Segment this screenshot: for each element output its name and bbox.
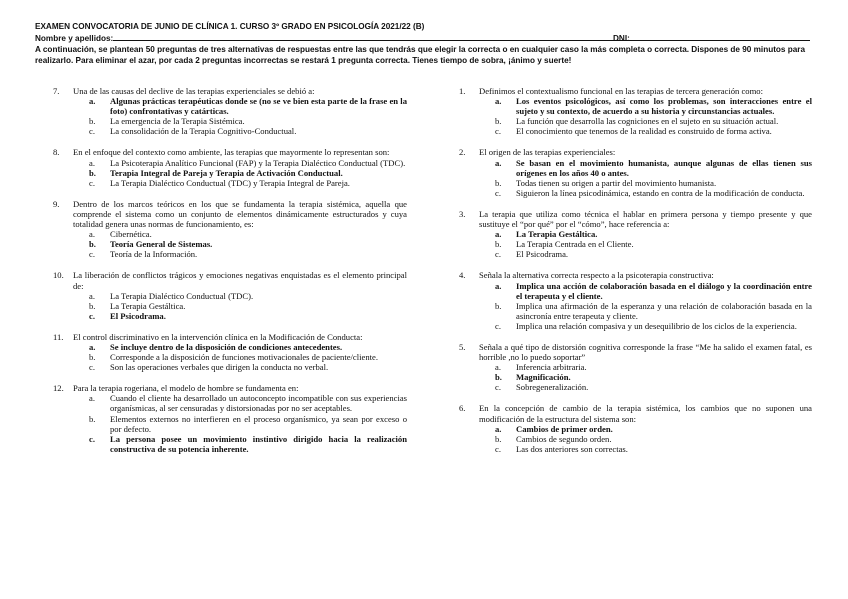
question-5 [459, 342, 812, 392]
option-letter: a. [89, 96, 96, 107]
option-text: La emergencia de la Terapia Sistémica. [110, 116, 245, 127]
option-text: La Psicoterapia Analítico Funcional (FAP) y la Terapia Dialéctico Conductual (TDC). [110, 157, 406, 168]
answer-option[interactable] [73, 434, 407, 454]
question-9 [53, 199, 407, 260]
option-letter: a. [495, 423, 502, 434]
option-letter: c. [495, 187, 501, 198]
right-column [459, 86, 812, 465]
option-text: Cuando el cliente ha desarrollado un autoconcepto incompatible con sus experiencias organísmicas, al ser censuradas y distorsionadas por no ser aceptables. [110, 393, 407, 414]
option-letter: b. [495, 116, 502, 127]
question-text: La terapia que utiliza como técnica el hablar en primera persona y tiempo presente y que sustituye el “por qué” por el “cómo”, hace referencia a: [479, 208, 812, 230]
option-letter: c. [495, 126, 501, 137]
question-2 [459, 147, 812, 197]
answer-options [479, 96, 812, 136]
question-text: El origen de las terapias experienciales: [479, 147, 616, 158]
answer-option[interactable] [479, 229, 812, 239]
answer-option[interactable] [73, 229, 407, 239]
answer-option[interactable] [479, 321, 812, 331]
answer-options [479, 281, 812, 331]
question-number: 3. [459, 208, 466, 219]
question-10 [53, 270, 407, 320]
option-text: Implica una relación compasiva y un desequilibrio de los ciclos de la experiencia. [516, 320, 797, 331]
option-letter: b. [495, 372, 502, 383]
exam-title: EXAMEN CONVOCATORIA DE JUNIO DE CLÍNICA 1. CURSO 3º GRADO EN PSICOLOGÍA 2021/22 (B) [35, 22, 425, 31]
option-text: Elementos externos no interfieren en el proceso organísmico, ya sean por exceso o por defecto. [110, 413, 407, 434]
answer-option[interactable] [73, 158, 407, 168]
option-letter: b. [495, 239, 502, 250]
question-number: 12. [53, 383, 64, 394]
answer-option[interactable] [479, 96, 812, 116]
dni-label: DNI: [613, 34, 630, 43]
option-letter: a. [495, 362, 501, 373]
instructions: A continuación, se plantean 50 preguntas de tres alternativas de respuestas entre las que tendrás que elegir la correcta o en cualquier caso la más completa o correcta. Dispones de 90 minutos para realizarlo. Para eliminar el azar, por cada 2 preguntas incorrectas se restará 1 pregunta correcta. Tienes tiempo de sobra, ¡ánimo y suerte! [35, 45, 806, 65]
answer-option[interactable] [479, 434, 812, 444]
question-text: El control discriminativo en la intervención clínica en la Modificación de Conducta: [73, 331, 363, 342]
option-text: Se basan en el movimiento humanista, aunque algunas de ellas tienen sus orígenes en los años 40 o antes. [516, 157, 812, 178]
option-text: Implica una acción de colaboración basada en el diálogo y la coordinación entre el terapeuta y el cliente. [516, 280, 812, 301]
option-letter: a. [89, 290, 95, 301]
option-letter: a. [89, 157, 95, 168]
question-1 [459, 86, 812, 136]
question-3 [459, 209, 812, 259]
option-letter: c. [89, 177, 95, 188]
option-letter: b. [89, 300, 96, 311]
option-text: La función que desarrolla las cogniciones en el sujeto en su situación actual. [516, 116, 779, 127]
option-letter: a. [89, 393, 95, 404]
option-text: Las dos anteriores son correctas. [516, 443, 628, 454]
option-letter: a. [89, 229, 95, 240]
answer-option[interactable] [73, 393, 407, 413]
option-text: Se incluye dentro de la disposición de condiciones antecedentes. [110, 341, 343, 352]
question-number: 10. [53, 270, 64, 281]
option-letter: a. [495, 157, 502, 168]
option-text: La Terapia Gestáltica. [516, 229, 598, 240]
option-letter: c. [89, 249, 95, 260]
option-text: La Terapia Centrada en el Cliente. [516, 239, 634, 250]
answer-option[interactable] [73, 301, 407, 311]
option-letter: a. [495, 229, 502, 240]
answer-option[interactable] [73, 291, 407, 301]
answer-option[interactable] [479, 301, 812, 321]
answer-options [73, 96, 407, 136]
option-text: La consolidación de la Terapia Cognitivo-Conductual. [110, 126, 297, 137]
option-letter: c. [495, 382, 501, 393]
question-text: Señala a qué tipo de distorsión cognitiva corresponde la frase “Me ha salido el examen fatal, es horrible ,no lo puedo soportar” [479, 341, 812, 363]
option-letter: c. [89, 126, 95, 137]
question-6 [459, 403, 812, 453]
exam-header [35, 21, 825, 66]
answer-options [73, 229, 407, 259]
question-text: Una de las causas del declive de las terapias experienciales se debió a: [73, 86, 315, 96]
question-7 [53, 86, 407, 136]
answer-options [73, 393, 407, 454]
answer-option[interactable] [479, 188, 812, 198]
answer-option[interactable] [479, 158, 812, 178]
option-text: La Terapia Dialéctico Conductual (TDC). [110, 290, 254, 301]
option-text: Implica una afirmación de la esperanza y una relación de colaboración basada en la asincronía entre terapeuta y cliente. [516, 300, 812, 321]
option-text: Sobregeneralización. [516, 382, 589, 393]
name-label: Nombre y apellidos: [35, 34, 114, 43]
answer-option[interactable] [479, 362, 812, 372]
left-column [53, 86, 407, 465]
answer-option[interactable] [479, 116, 812, 126]
option-text: Todas tienen su origen a partir del movimiento humanista. [516, 177, 717, 188]
answer-option[interactable] [73, 116, 407, 126]
option-letter: b. [89, 116, 96, 127]
option-text: La Terapia Gestáltica. [110, 300, 186, 311]
option-letter: c. [89, 362, 95, 373]
option-letter: c. [495, 320, 501, 331]
option-letter: b. [89, 167, 96, 178]
option-text: Cambios de primer orden. [516, 423, 613, 434]
option-text: Teoría de la Información. [110, 249, 198, 260]
answer-option[interactable] [73, 178, 407, 188]
option-letter: b. [89, 413, 96, 424]
option-letter: c. [495, 249, 501, 260]
answer-option[interactable] [479, 239, 812, 249]
option-text: Cambios de segundo orden. [516, 433, 612, 444]
question-4 [459, 270, 812, 331]
answer-option[interactable] [479, 372, 812, 382]
option-text: Son las operaciones verbales que dirigen la conducta no verbal. [110, 362, 329, 373]
option-text: Los eventos psicológicos, así como los problemas, son interacciones entre el sujeto y su contexto, de acuerdo a su historia y circunstancias actuales. [516, 96, 812, 117]
answer-option[interactable] [479, 126, 812, 136]
answer-option[interactable] [73, 96, 407, 116]
option-letter: a. [495, 96, 502, 107]
answer-options [479, 229, 812, 259]
option-letter: b. [495, 433, 502, 444]
name-field[interactable] [113, 32, 648, 41]
answer-option[interactable] [73, 362, 407, 372]
option-letter: b. [89, 352, 96, 363]
option-text: Corresponde a la disposición de funciones motivacionales de paciente/cliente. [110, 352, 378, 363]
option-text: La persona posee un movimiento instintivo dirigido hacia la realización constructiva de su potencia inherente. [110, 433, 407, 454]
question-number: 6. [459, 403, 466, 414]
answer-option[interactable] [73, 126, 407, 136]
question-text: Para la terapia rogeriana, el modelo de hombre se fundamenta en: [73, 383, 299, 394]
question-number: 8. [53, 147, 60, 158]
answer-options [479, 424, 812, 454]
answer-option[interactable] [479, 178, 812, 188]
option-text: Algunas prácticas terapéuticas donde se (no se ve bien esta parte de la frase en la foto) confrontativas y catárticas. [110, 96, 407, 117]
option-letter: b. [495, 300, 502, 311]
question-text: En el enfoque del contexto como ambiente, las terapias que mayormente lo representan son: [73, 147, 390, 158]
question-text: Señala la alternativa correcta respecto a la psicoterapia constructiva: [479, 270, 714, 281]
question-number: 4. [459, 270, 466, 281]
question-text: Definimos el contextualismo funcional en las terapias de tercera generación como: [479, 86, 763, 96]
option-text: El Psicodrama. [110, 310, 166, 321]
question-8 [53, 147, 407, 187]
option-text: La Terapia Dialéctico Conductual (TDC) y Terapia Integral de Pareja. [110, 177, 350, 188]
answer-option[interactable] [479, 281, 812, 301]
question-number: 11. [53, 331, 64, 342]
option-text: Magnificación. [516, 372, 571, 383]
answer-option[interactable] [73, 311, 407, 321]
option-text: Cibernética. [110, 229, 152, 240]
answer-option[interactable] [479, 249, 812, 259]
question-number: 9. [53, 198, 60, 209]
option-text: Siguieron la línea psicodinámica, estando en contra de la modificación de conducta. [516, 187, 805, 198]
option-letter: c. [89, 310, 95, 321]
option-letter: c. [495, 443, 501, 454]
question-12 [53, 383, 407, 454]
answer-option[interactable] [479, 382, 812, 392]
question-11 [53, 332, 407, 372]
answer-option[interactable] [479, 444, 812, 454]
dni-line [613, 32, 810, 44]
answer-options [479, 158, 812, 198]
question-number: 2. [459, 147, 466, 158]
answer-option[interactable] [73, 414, 407, 434]
question-text: La liberación de conflictos trágicos y emociones negativas enquistadas es el elemento principal de: [73, 270, 407, 291]
question-number: 7. [53, 86, 60, 96]
question-number: 5. [459, 341, 466, 352]
option-letter: b. [89, 239, 96, 250]
answer-options [73, 342, 407, 372]
answer-option[interactable] [73, 168, 407, 178]
answer-options [73, 291, 407, 321]
option-text: Inferencia arbitraria. [516, 362, 587, 373]
question-text: En la concepción de cambio de la terapia sistémica, los cambios que no suponen una modificación de la estructura del sistema son: [479, 403, 812, 424]
answer-option[interactable] [73, 249, 407, 259]
question-text: Dentro de los marcos teóricos en los que se fundamenta la terapia sistémica, aquella que comprende el sistema como un conjunto de elementos dinámicamente estructurados y cuya totalidad genera unas normas de funcionamiento, es: [73, 198, 407, 230]
option-letter: b. [495, 177, 502, 188]
answer-option[interactable] [73, 342, 407, 352]
answer-option[interactable] [73, 239, 407, 249]
option-text: Terapia Integral de Pareja y Terapia de Activación Conductual. [110, 167, 343, 178]
answer-options [479, 362, 812, 392]
answer-options [73, 158, 407, 188]
question-number: 1. [459, 86, 466, 96]
option-text: Teoría General de Sistemas. [110, 239, 213, 250]
option-text: El Psicodrama. [516, 249, 569, 260]
answer-option[interactable] [479, 424, 812, 434]
option-letter: a. [495, 280, 502, 291]
option-letter: a. [89, 341, 96, 352]
option-text: El conocimiento que tenemos de la realidad es construido de forma activa. [516, 126, 772, 137]
answer-option[interactable] [73, 352, 407, 362]
option-letter: c. [89, 433, 95, 444]
dni-field[interactable] [630, 32, 810, 41]
